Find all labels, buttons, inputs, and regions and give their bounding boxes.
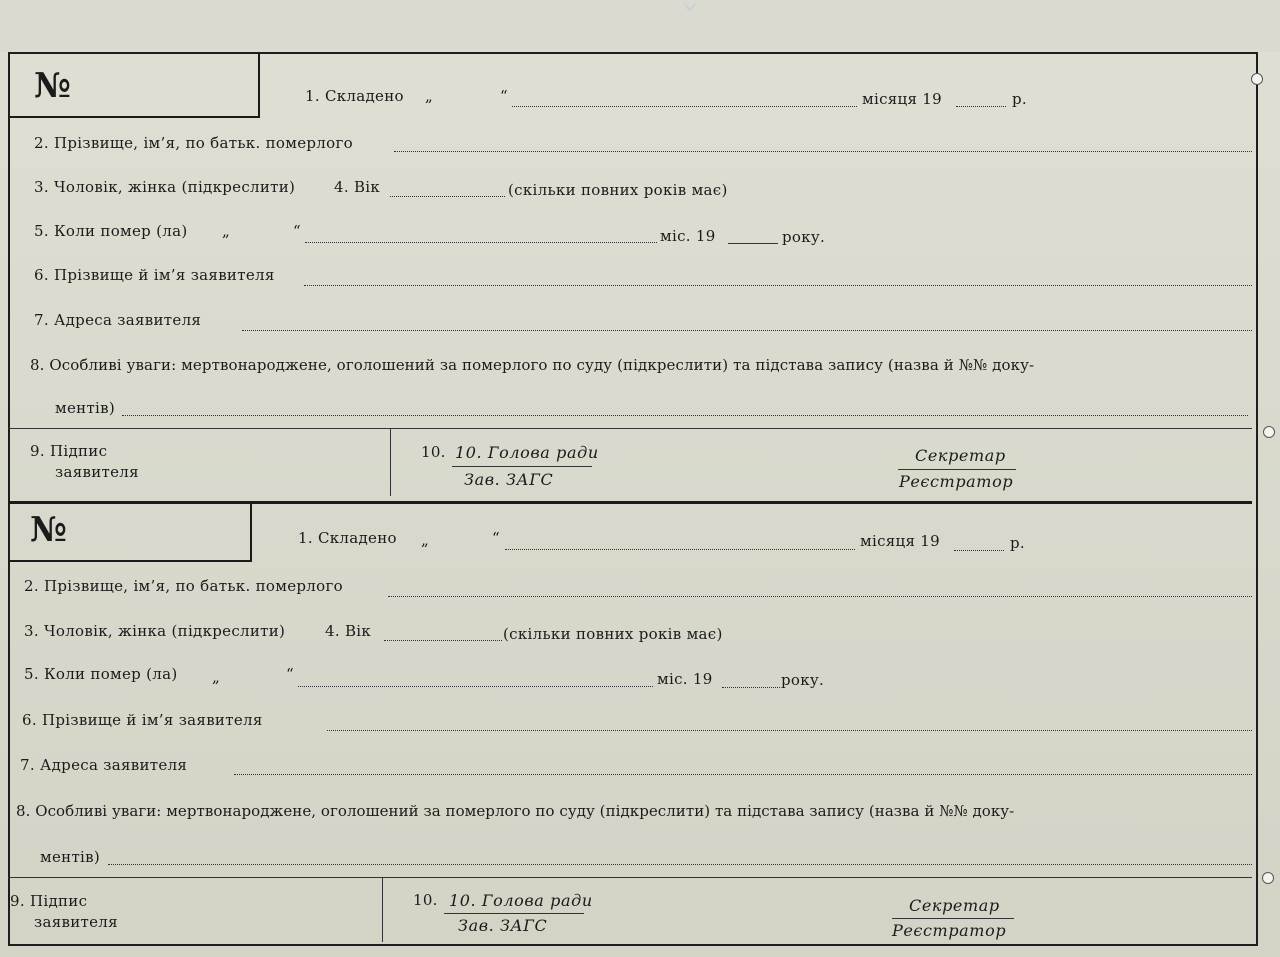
quote-close: “ [500,87,508,105]
field-1-end: р. [1012,90,1027,108]
secretary-rule [898,469,1016,470]
field-5-label: 5. Коли помер (ла) [34,222,188,240]
registry-head-title: Зав. ЗАГС [464,470,554,489]
field-5-end: року. [781,671,825,689]
field-1-year-line[interactable] [954,550,1004,551]
field-8-line[interactable] [122,415,1248,416]
field-5-mis-label: міс. 19 [660,227,716,245]
field-4-line[interactable] [384,640,502,641]
number-sign: № [30,510,67,550]
chair-rule [452,466,592,467]
field-6-label: 6. Прізвище й ім’я заявителя [34,266,275,284]
field-6-line[interactable] [327,730,1252,731]
signature-divider [390,428,391,496]
field-7-label: 7. Адреса заявителя [20,756,188,774]
field-4-label: 4. Вік [334,178,381,196]
field-1-date-line[interactable] [505,549,855,550]
field-9-label-line2: заявителя [34,913,118,931]
field-5-year-line[interactable] [722,687,780,688]
field-9-label: 9. Підпис [30,442,108,460]
quote-close: “ [492,529,500,547]
registrar-title: Реєстратор [899,472,1014,491]
field-1-end: р. [1010,534,1025,552]
field-4-note: (скільки повних років має) [508,181,728,199]
binding-hole [1262,872,1274,884]
field-5-date-line[interactable] [298,686,653,687]
field-10-number: 10. [421,443,446,461]
field-5-date-line[interactable] [305,242,657,243]
field-2-label: 2. Прізвище, ім’я, по батьк. померлого [34,134,353,152]
bleed-through-mark: ˇ [680,0,700,46]
field-7-line[interactable] [242,330,1252,331]
field-4-label: 4. Вік [325,622,372,640]
field-1-month-label: місяця 19 [862,90,942,108]
secretary-title: Секретар [909,896,1000,915]
field-8-label: 8. Особливі уваги: мертвонароджене, оголошений за померлого по суду (підкреслити) та підстава запису (назва й №№ доку- [16,802,1015,820]
signature-row-rule [8,428,1252,429]
field-7-line[interactable] [234,774,1252,775]
field-9-label: 9. Підпис [10,892,88,910]
field-3-label: 3. Чоловік, жінка (підкреслити) [34,178,296,196]
field-5-mis-label: міс. 19 [657,670,713,688]
quote-open: „ [421,531,430,549]
quote-open: „ [222,222,231,240]
field-5-end: року. [782,228,826,246]
field-1-date-line[interactable] [512,106,857,107]
field-1-label: 1. Складено [305,87,404,105]
quote-open: „ [425,87,434,105]
field-5-year-line[interactable] [728,243,778,244]
field-8-label: 8. Особливі уваги: мертвонароджене, оголошений за померлого по суду (підкреслити) та підстава запису (назва й №№ доку- [30,356,1035,374]
field-3-label: 3. Чоловік, жінка (підкреслити) [24,622,286,640]
quote-open: „ [212,668,221,686]
field-1-year-line[interactable] [956,106,1006,107]
field-2-line[interactable] [388,596,1252,597]
field-2-label: 2. Прізвище, ім’я, по батьк. померлого [24,577,343,595]
signature-row-rule [8,877,1252,878]
field-6-label: 6. Прізвище й ім’я заявителя [22,711,263,729]
quote-close: “ [293,222,301,240]
quote-close: “ [286,665,294,683]
binding-hole [1251,73,1263,85]
chair-title: 10. Голова ради [455,443,599,462]
field-2-line[interactable] [394,151,1252,152]
field-9-label-line2: заявителя [55,463,139,481]
signature-divider [382,877,383,942]
registry-head-title: Зав. ЗАГС [458,916,548,935]
field-10-number: 10. [413,891,438,909]
secretary-rule [892,918,1014,919]
number-sign: № [34,66,71,106]
field-8-continuation: ментів) [40,848,101,866]
binding-hole [1263,426,1275,438]
field-6-line[interactable] [304,285,1252,286]
field-4-line[interactable] [390,196,505,197]
secretary-title: Секретар [915,446,1006,465]
field-8-line[interactable] [108,864,1252,865]
top-margin-strip [0,0,1280,52]
field-1-label: 1. Складено [298,529,397,547]
chair-title: 10. Голова ради [449,891,593,910]
registrar-title: Реєстратор [892,921,1007,940]
chair-rule [444,913,584,914]
field-7-label: 7. Адреса заявителя [34,311,202,329]
field-4-note: (скільки повних років має) [503,625,723,643]
field-1-month-label: місяця 19 [860,532,940,550]
field-8-continuation: ментів) [55,399,116,417]
field-5-label: 5. Коли помер (ла) [24,665,178,683]
